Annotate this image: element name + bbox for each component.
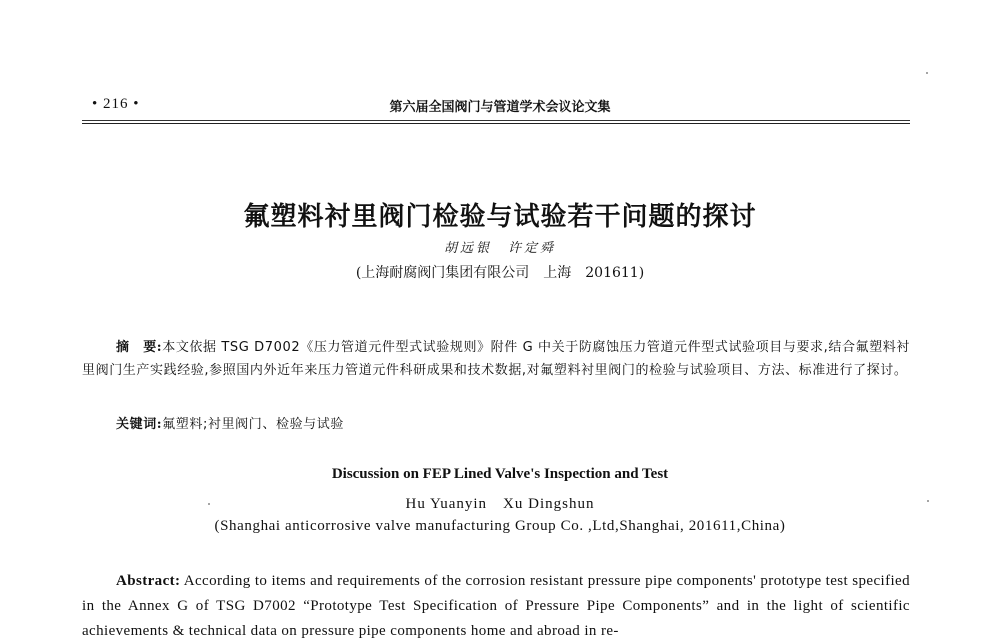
running-header: 第六届全国阀门与管道学术会议论文集 <box>389 100 611 115</box>
article-title-en: Discussion on FEP Lined Valve's Inspection and Test <box>331 466 669 482</box>
keywords-cn-text: 氟塑料;衬里阀门、检验与试验 <box>162 417 344 432</box>
scan-speck <box>926 72 928 74</box>
abstract-cn-label: 摘 要: <box>116 340 163 355</box>
abstract-cn-text: 本文依据 TSG D7002《压力管道元件型式试验规则》附件 G 中关于防腐蚀压力管道元件型式试验项目与要求,结合氟塑料衬里阀门生产实践经验,参照国内外近年来压力管道元件科研成果和技术数据,对氟塑料衬里阀门的检验与试验项目、方法、标准进行了探讨。 <box>82 340 911 378</box>
abstract-en-label: Abstract: <box>116 573 181 589</box>
article-title-cn: 氟塑料衬里阀门检验与试验若干问题的探讨 <box>243 202 757 232</box>
header-rule-thin <box>82 120 910 121</box>
affiliation-en: (Shanghai anticorrosive valve manufacturing Group Co. ,Ltd,Shanghai, 201611,China) <box>214 518 786 534</box>
abstract-en-text: According to items and requirements of the corrosion resistant pressure pipe components' prototype test specified in the Annex G of TSG D7002 “Prototype Test Specification of Pressure Pipe Components” and in the light of scientific achievements & technical data on pressure pipe components home and abroad in re- <box>82 573 910 639</box>
keywords-cn-label: 关键词: <box>116 417 163 432</box>
header-rule-thick <box>82 123 910 124</box>
page-number: • 216 • <box>92 96 140 112</box>
authors-cn: 胡远银 许定舜 <box>443 241 556 256</box>
authors-en: Hu Yuanyin Xu Dingshun <box>405 496 595 512</box>
scan-speck <box>927 500 929 502</box>
abstract-en <box>82 569 910 644</box>
abstract-cn <box>82 336 910 382</box>
affiliation-cn: (上海耐腐阀门集团有限公司 上海 201611) <box>355 265 645 281</box>
keywords-cn <box>116 413 344 432</box>
scan-speck <box>208 503 210 505</box>
